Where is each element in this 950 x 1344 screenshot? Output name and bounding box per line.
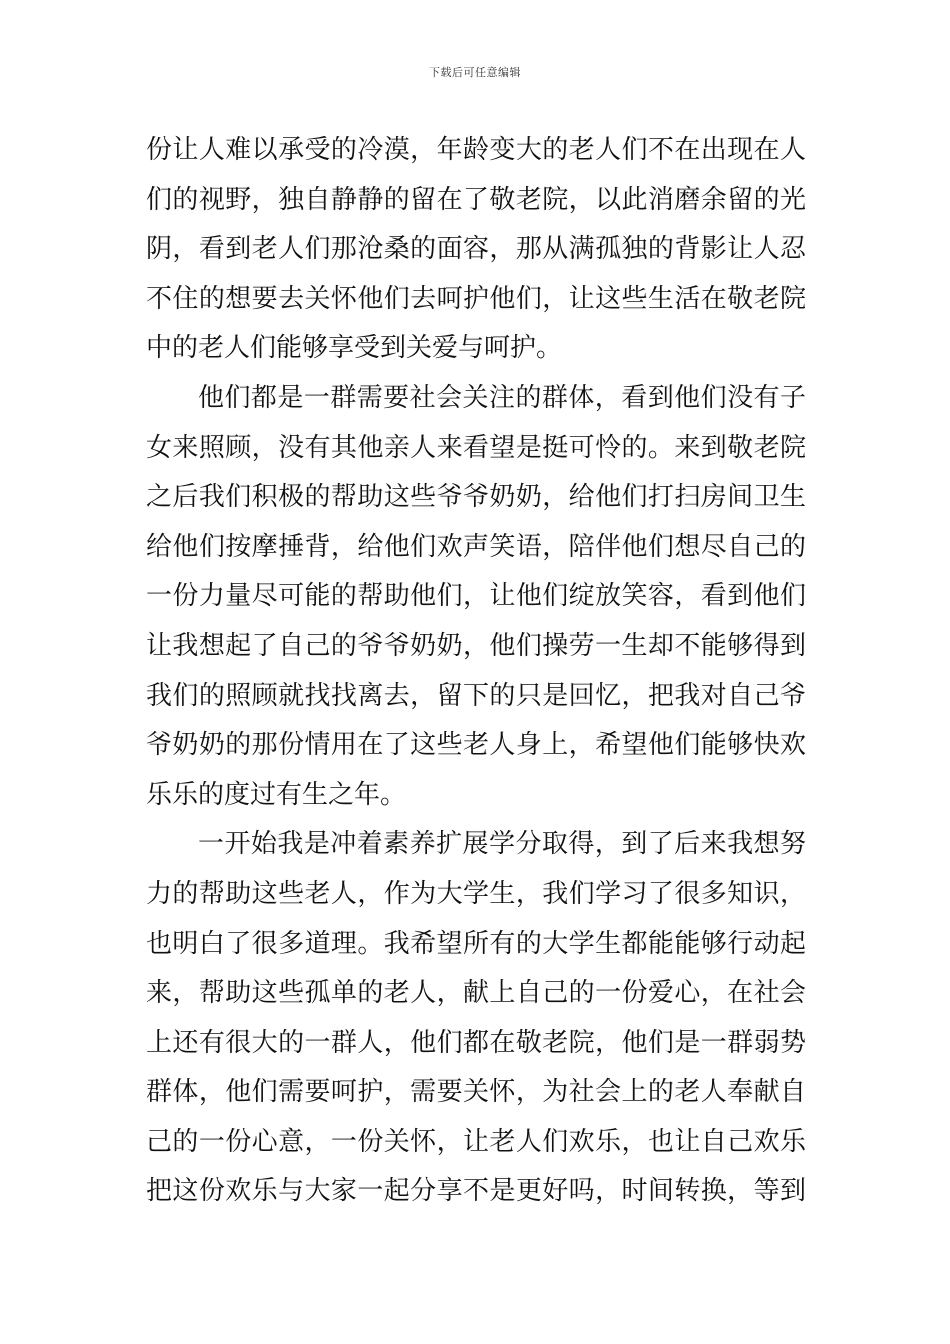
- text-line: 给他们按摩捶背，给他们欢声笑语，陪伴他们想尽自己的: [146, 531, 806, 562]
- text-line: 一份力量尽可能的帮助他们，让他们绽放笑容，看到他们: [146, 581, 806, 612]
- text-line: 中的老人们能够享受到关爱与呵护。: [146, 333, 563, 364]
- page-header: 下载后可任意编辑: [429, 66, 521, 79]
- text-line: 之后我们积极的帮助这些爷爷奶奶，给他们打扫房间卫生: [146, 482, 806, 513]
- text-line: 来，帮助这些孤单的老人，献上自己的一份爱心，在社会: [146, 978, 806, 1009]
- text-line: 他们都是一群需要社会关注的群体，看到他们没有子: [198, 382, 806, 413]
- text-line: 也明白了很多道理。我希望所有的大学生都能能够行动起: [146, 928, 806, 959]
- text-line: 女来照顾，没有其他亲人来看望是挺可怜的。来到敬老院: [146, 432, 806, 463]
- text-line: 份让人难以承受的冷漠，年龄变大的老人们不在出现在人: [146, 135, 806, 165]
- text-line: 上还有很大的一群人，他们都在敬老院，他们是一群弱势: [146, 1027, 806, 1058]
- text-line: 让我想起了自己的爷爷奶奶，他们操劳一生却不能够得到: [146, 630, 806, 661]
- text-line: 己的一份心意，一份关怀，让老人们欢乐，也让自己欢乐: [146, 1126, 806, 1157]
- text-line: 群体，他们需要呵护，需要关怀，为社会上的老人奉献自: [146, 1077, 806, 1108]
- text-line: 一开始我是冲着素养扩展学分取得，到了后来我想努: [198, 829, 806, 860]
- text-line: 们的视野，独自静静的留在了敬老院，以此消磨余留的光: [146, 184, 806, 215]
- text-line: 不住的想要去关怀他们去呵护他们，让这些生活在敬老院: [146, 283, 806, 314]
- text-line: 阴，看到老人们那沧桑的面容，那从满孤独的背影让人忍: [146, 234, 806, 265]
- text-line: 爷奶奶的那份情用在了这些老人身上，希望他们能够快欢: [146, 730, 806, 761]
- body-text: [146, 126, 806, 1217]
- text-line: 力的帮助这些老人，作为大学生，我们学习了很多知识，: [146, 878, 806, 909]
- text-line: 我们的照顾就找找离去，留下的只是回忆，把我对自己爷: [146, 680, 806, 711]
- text-line: 乐乐的度过有生之年。: [146, 779, 407, 810]
- text-line: 把这份欢乐与大家一起分享不是更好吗，时间转换，等到: [146, 1176, 806, 1207]
